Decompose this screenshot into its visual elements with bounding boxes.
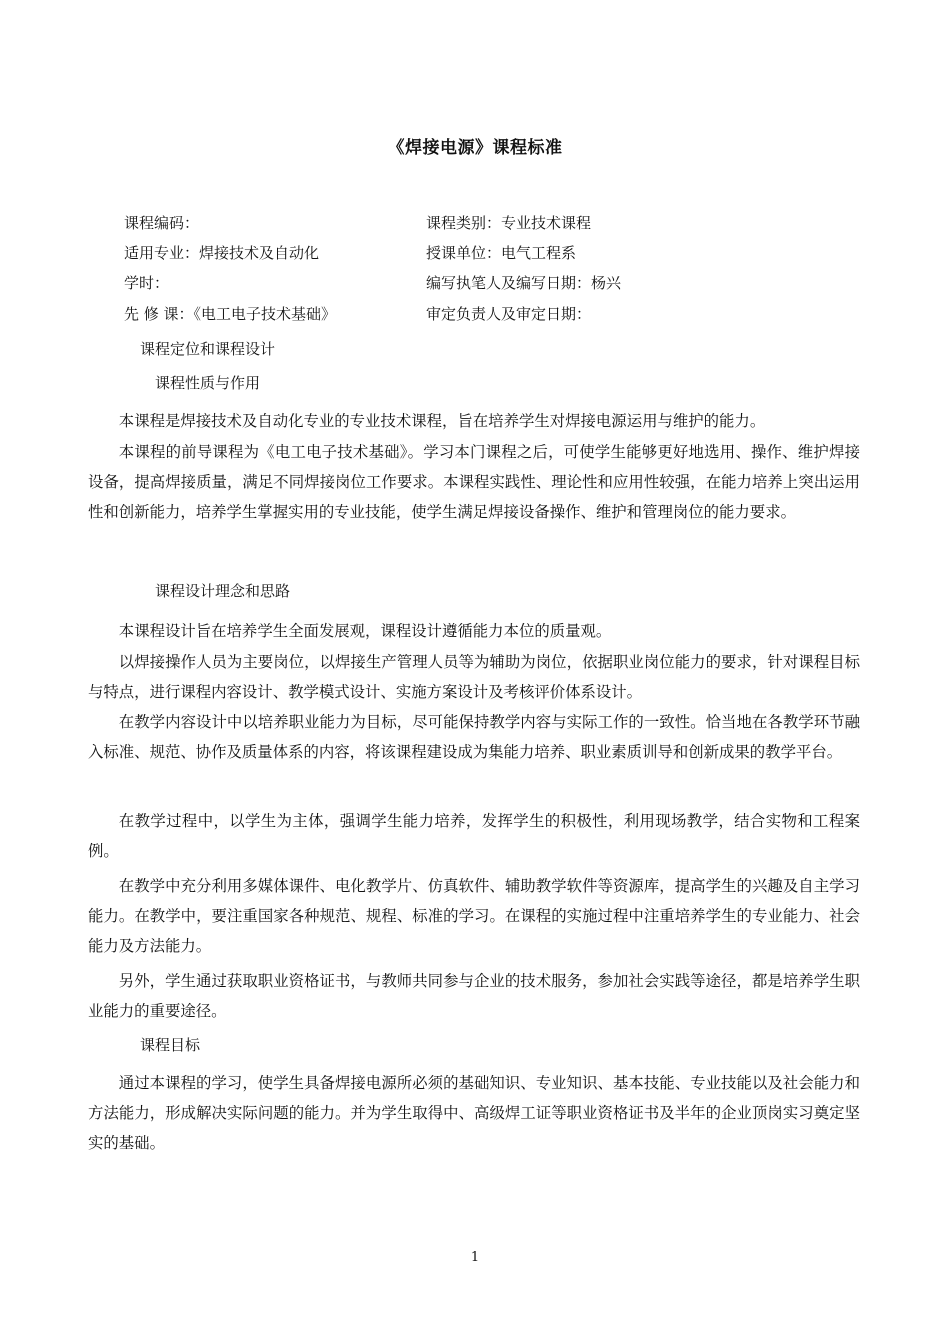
paragraph: 本课程设计旨在培养学生全面发展观，课程设计遵循能力本位的质量观。 xyxy=(118,622,612,640)
subsection-heading-design: 课程设计理念和思路 xyxy=(155,582,291,600)
teaching-unit: 授课单位：电气工程系 xyxy=(426,244,577,262)
paragraph: 本课程是焊接技术及自动化专业的专业技术课程，旨在培养学生对焊接电源运用与维护的能力。 xyxy=(118,412,766,430)
course-category: 课程类别：专业技术课程 xyxy=(426,214,592,232)
course-code: 课程编码： xyxy=(124,214,200,232)
prerequisite-course: 先 修 课：《电工电子技术基础》 xyxy=(124,305,337,323)
document-title: 《焊接电源》课程标准 xyxy=(387,138,563,158)
reviewer-date: 审定负责人及审定日期： xyxy=(426,305,592,323)
page-number: 1 xyxy=(470,1250,480,1265)
section-heading-objectives: 课程目标 xyxy=(140,1036,201,1054)
course-hours: 学时： xyxy=(124,274,170,292)
applicable-major: 适用专业：焊接技术及自动化 xyxy=(124,244,320,262)
paragraph: 通过本课程的学习，使学生具备焊接电源所必须的基础知识、专业知识、基本技能、专业技能以及社会能力和方法能力，形成解决实际问题的能力。并为学生取得中、高级焊工证等职业资格证书及半年的企业顶岗实习奠定坚实的基础。 xyxy=(88,1074,860,1152)
paragraph: 以焊接操作人员为主要岗位，以焊接生产管理人员等为辅助为岗位，依据职业岗位能力的要求，针对课程目标与特点，进行课程内容设计、教学模式设计、实施方案设计及考核评价体系设计。 xyxy=(88,653,860,701)
paragraph: 本课程的前导课程为《电工电子技术基础》。学习本门课程之后，可使学生能够更好地选用、操作、维护焊接设备，提高焊接质量，满足不同焊接岗位工作要求。本课程实践性、理论性和应用性较强，在能力培养上突出运用性和创新能力，培养学生掌握实用的专业技能，使学生满足焊接设备操作、维护和管理岗位的能力要求。 xyxy=(88,443,860,521)
paragraph: 在教学过程中，以学生为主体，强调学生能力培养，发挥学生的积极性，利用现场教学，结合实物和工程案例。 xyxy=(88,812,860,860)
section-heading-positioning: 课程定位和课程设计 xyxy=(140,340,276,358)
author-date: 编写执笔人及编写日期：杨兴 xyxy=(426,274,622,292)
subsection-heading-nature: 课程性质与作用 xyxy=(155,374,261,392)
paragraph: 在教学内容设计中以培养职业能力为目标，尽可能保持教学内容与实际工作的一致性。恰当地在各教学环节融入标准、规范、协作及质量体系的内容，将该课程建设成为集能力培养、职业素质训导和创新成果的教学平台。 xyxy=(88,713,860,761)
paragraph: 在教学中充分利用多媒体课件、电化教学片、仿真软件、辅助教学软件等资源库，提高学生的兴趣及自主学习能力。在教学中，要注重国家各种规范、规程、标准的学习。在课程的实施过程中注重培养学生的专业能力、社会能力及方法能力。 xyxy=(88,877,860,955)
paragraph: 另外，学生通过获取职业资格证书，与教师共同参与企业的技术服务，参加社会实践等途径，都是培养学生职业能力的重要途径。 xyxy=(88,972,860,1020)
